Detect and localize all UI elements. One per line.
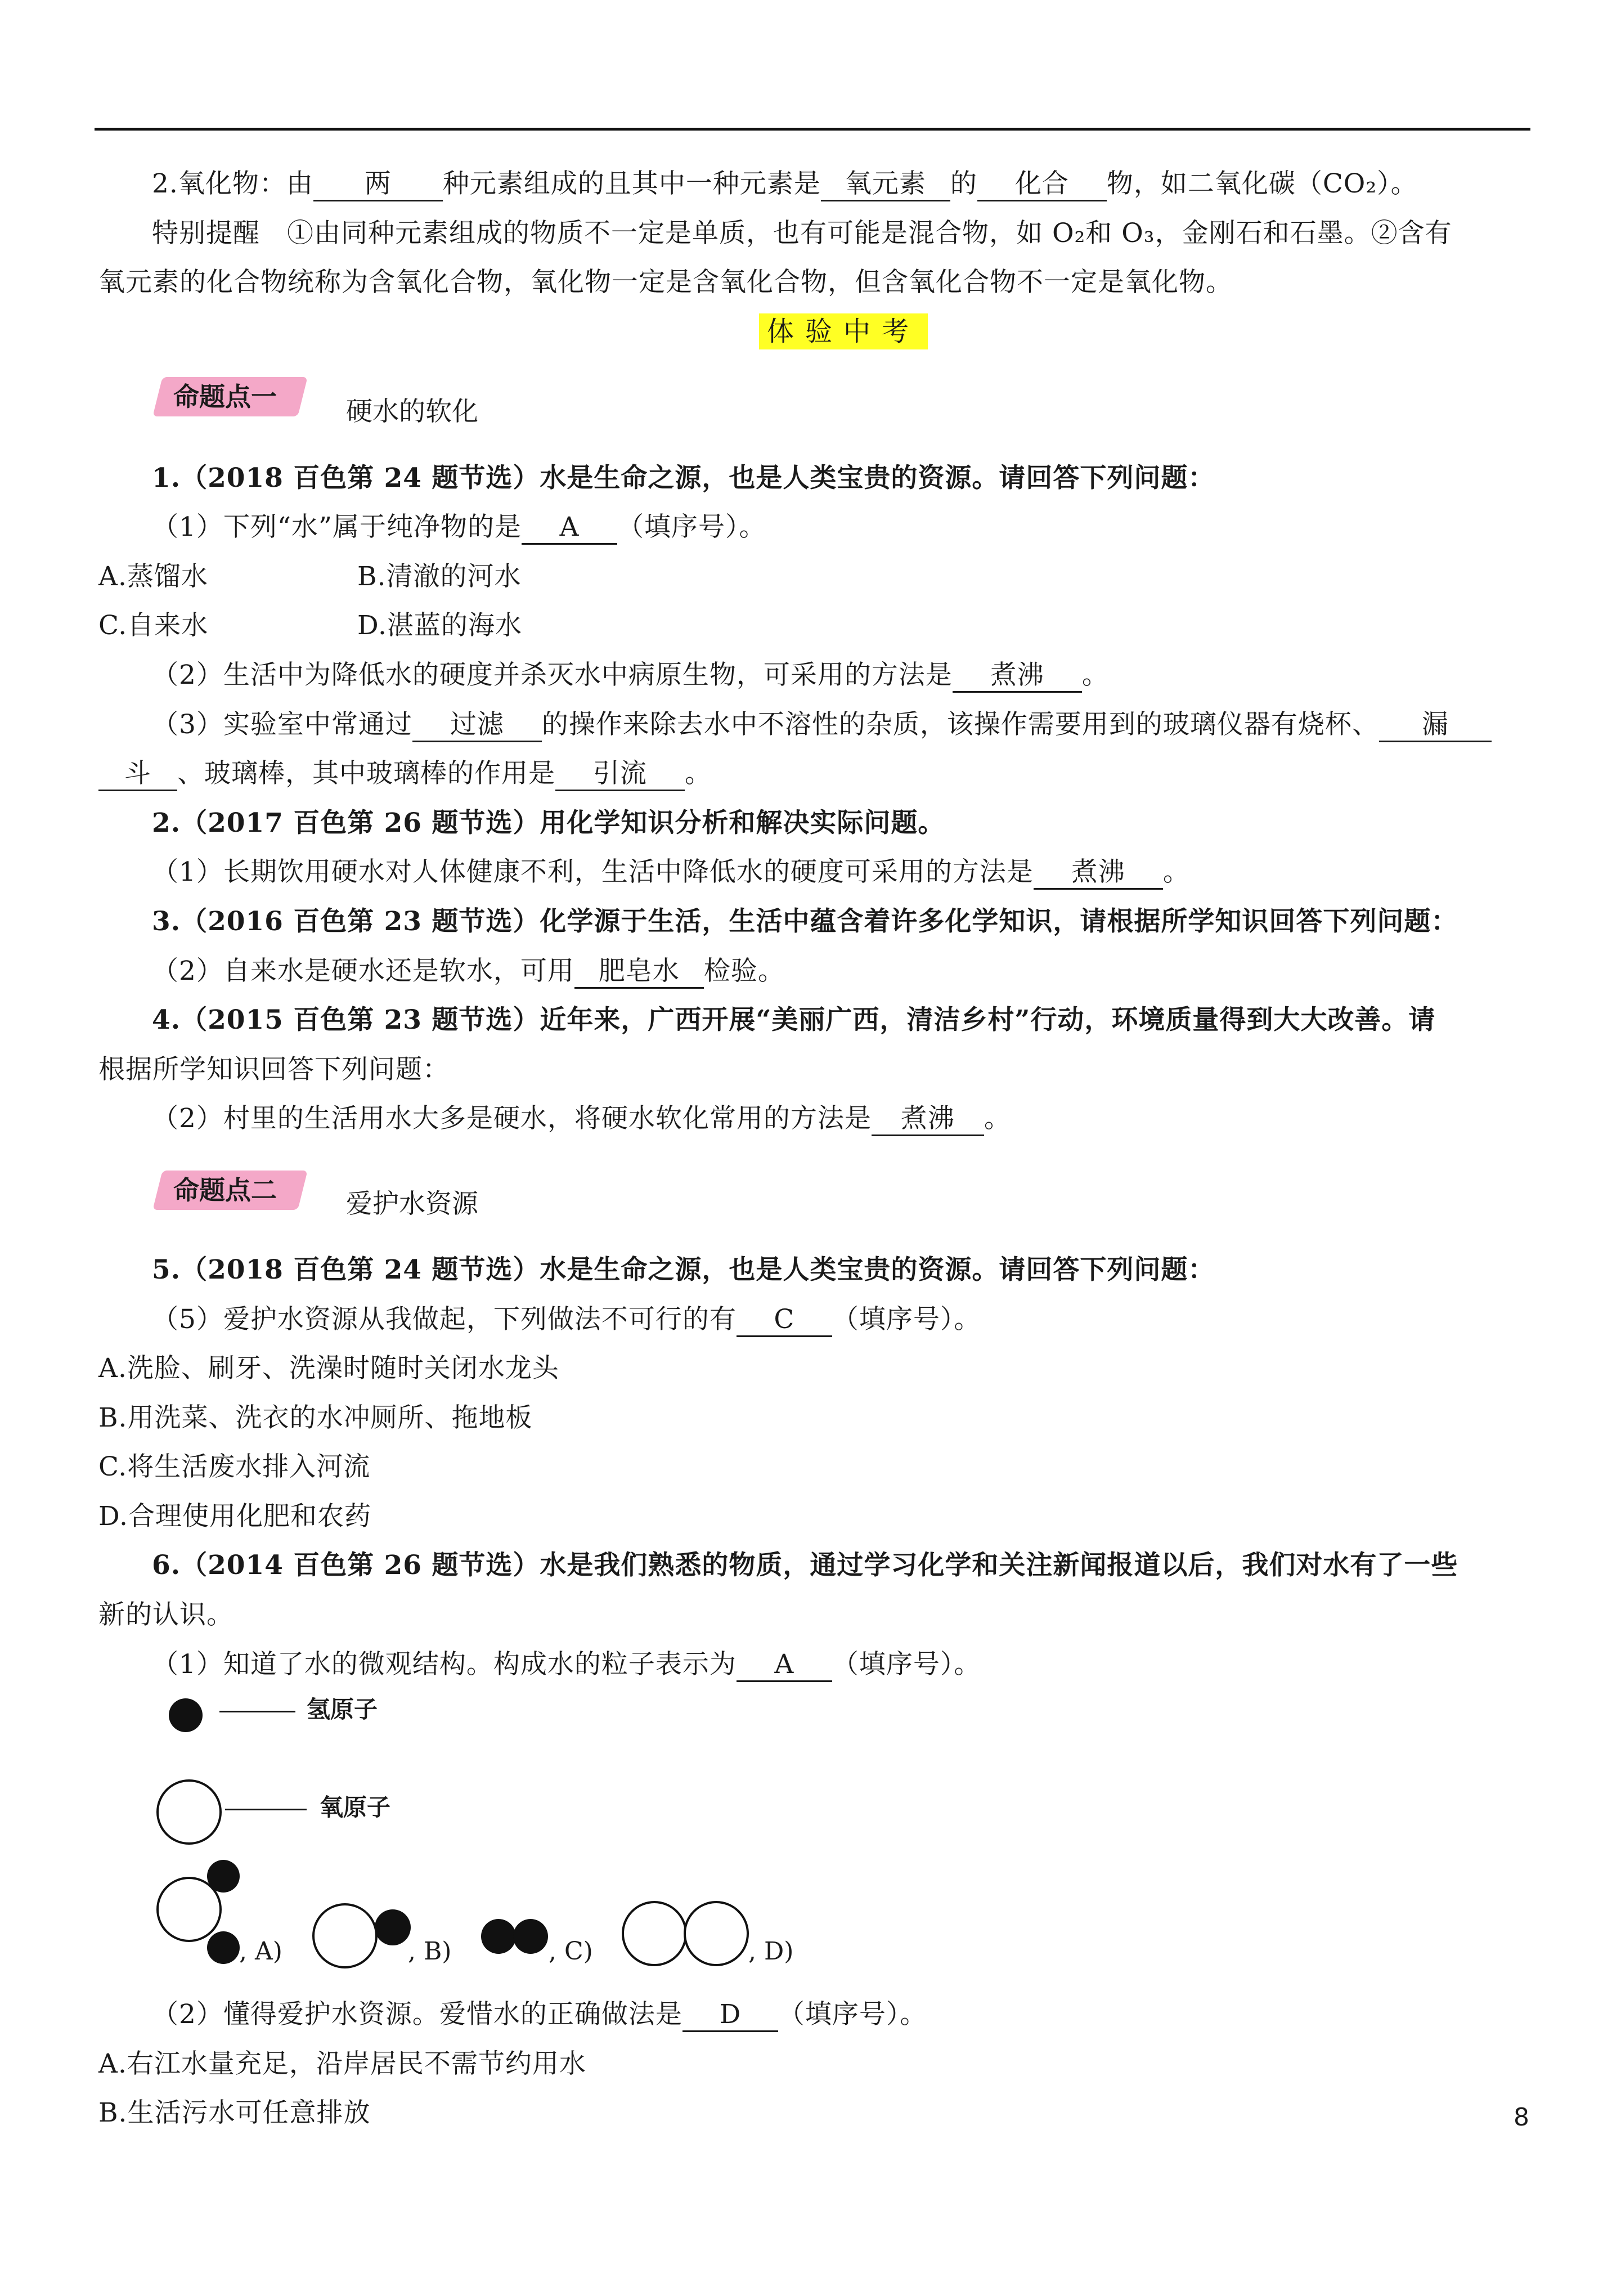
choice-c-hydrogen-icon <box>513 1919 548 1954</box>
answer-blank: D <box>682 1999 778 2032</box>
answer-blank: 煮沸 <box>872 1103 984 1136</box>
answer-blank: 煮沸 <box>953 660 1082 693</box>
choice-c-label: , C) <box>549 1937 593 1966</box>
option-a: A.右江水量充足，沿岸居民不需节约用水 <box>98 2048 586 2079</box>
option-a: A.蒸馏水 <box>98 561 208 592</box>
topic-tag-label: 命题点二 <box>173 1175 277 1205</box>
option-d: D.湛蓝的海水 <box>357 610 522 641</box>
choice-b-label: , B) <box>408 1937 452 1966</box>
choice-b-oxygen-icon <box>312 1903 378 1968</box>
legend-hydrogen-label: 氢原子 <box>307 1696 378 1723</box>
answer-blank: 两 <box>313 168 443 201</box>
option-b: B.生活污水可任意排放 <box>98 2097 371 2128</box>
answer-blank: 煮沸 <box>1034 856 1163 890</box>
topic-tag-label: 命题点一 <box>173 382 277 412</box>
question-3-part-2: （2）自来水是硬水还是软水，可用 肥皂水 检验。 <box>152 953 785 989</box>
question-2-head: 2.（2017 百色第 26 题节选）用化学知识分析和解决实际问题。 <box>152 808 945 838</box>
option-d: D.合理使用化肥和农药 <box>98 1501 371 1532</box>
page-number: 8 <box>1514 2103 1529 2132</box>
answer-blank: A <box>737 1649 832 1682</box>
question-6-part-2: （2）懂得爱护水资源。爱惜水的正确做法是 D （填序号）。 <box>152 1997 927 2033</box>
hydrogen-atom-icon <box>169 1698 203 1732</box>
special-reminder-line1: 特别提醒 ①由同种元素组成的物质不一定是单质，也有可能是混合物，如 O₂和 O₃，金刚石和石墨。②含有 <box>152 218 1452 249</box>
answer-blank: 过滤 <box>412 709 542 742</box>
choice-a-label: , A) <box>239 1937 282 1966</box>
answer-blank: 漏 <box>1379 709 1492 742</box>
question-1-part-3-cont: 斗 、玻璃棒，其中玻璃棒的作用是 引流 。 <box>98 756 712 792</box>
legend-leader-line <box>219 1711 295 1712</box>
option-c: C.将生活废水排入河流 <box>98 1451 371 1482</box>
legend-oxygen-label: 氧原子 <box>320 1793 391 1821</box>
section-banner: 体验中考 <box>759 313 928 349</box>
question-6-head-cont: 新的认识。 <box>98 1599 234 1630</box>
question-1-part-2: （2）生活中为降低水的硬度并杀灭水中病原生物，可采用的方法是 煮沸 。 <box>152 657 1109 693</box>
option-a: A.洗脸、刷牙、洗澡时随时关闭水龙头 <box>98 1353 559 1384</box>
question-5-head: 5.（2018 百色第 24 题节选）水是生命之源，也是人类宝贵的资源。请回答下列问题： <box>152 1254 1215 1285</box>
question-4-part-2: （2）村里的生活用水大多是硬水，将硬水软化常用的方法是 煮沸 。 <box>152 1101 1011 1137</box>
header-rule <box>95 128 1530 131</box>
topic-title-2: 爱护水资源 <box>346 1189 478 1219</box>
question-6-head: 6.（2014 百色第 26 题节选）水是我们熟悉的物质，通过学习化学和关注新闻报道以后，我们对水有了一些 <box>152 1550 1458 1581</box>
question-4-head: 4.（2015 百色第 23 题节选）近年来，广西开展“美丽广西，清洁乡村”行动，环境质量得到大大改善。请 <box>152 1004 1436 1035</box>
topic-tag-1 <box>158 377 311 421</box>
special-reminder-line2: 氧元素的化合物统称为含氧化合物，氧化物一定是含氧化合物，但含氧化合物不一定是氧化物。 <box>98 267 1233 298</box>
question-2-part-1: （1）长期饮用硬水对人体健康不利，生活中降低水的硬度可采用的方法是 煮沸 。 <box>152 854 1190 890</box>
option-b: B.用洗菜、洗衣的水冲厕所、拖地板 <box>98 1402 533 1433</box>
topic-title-1: 硬水的软化 <box>346 396 478 427</box>
oxygen-atom-icon <box>156 1779 222 1845</box>
question-1-part-1: （1）下列“水”属于纯净物的是 A （填序号）。 <box>152 509 766 545</box>
option-c: C.自来水 <box>98 610 209 641</box>
question-6-part-1: （1）知道了水的微观结构。构成水的粒子表示为 A （填序号）。 <box>152 1647 981 1683</box>
oxide-definition: 2.氧化物：由 两 种元素组成的且其中一种元素是 氧元素 的 化合 物，如二氧化碳（CO₂）。 <box>152 166 1418 202</box>
choice-d-oxygen-icon <box>684 1901 749 1966</box>
option-b: B.清澈的河水 <box>357 561 522 592</box>
choice-a-hydrogen-icon <box>207 1931 240 1964</box>
choice-d-label: , D) <box>748 1937 794 1966</box>
answer-blank: 肥皂水 <box>574 956 704 989</box>
answer-blank: 氧元素 <box>821 168 950 201</box>
question-3-head: 3.（2016 百色第 23 题节选）化学源于生活，生活中蕴含着许多化学知识，请根据所学知识回答下列问题： <box>152 906 1458 937</box>
question-4-head-cont: 根据所学知识回答下列问题： <box>98 1054 450 1085</box>
question-5-part-5: （5）爱护水资源从我做起，下列做法不可行的有 C （填序号）。 <box>152 1302 981 1338</box>
answer-blank: 化合 <box>977 168 1107 201</box>
answer-blank: A <box>522 512 617 545</box>
answer-blank: C <box>737 1304 832 1337</box>
answer-blank: 斗 <box>98 758 177 791</box>
topic-tag-2 <box>158 1171 311 1214</box>
choice-a-hydrogen-icon <box>207 1860 240 1893</box>
choice-d-oxygen-icon <box>622 1901 687 1966</box>
choice-c-hydrogen-icon <box>481 1919 516 1954</box>
answer-blank: 引流 <box>555 758 685 791</box>
question-1-head: 1.（2018 百色第 24 题节选）水是生命之源，也是人类宝贵的资源。请回答下列问题： <box>152 463 1215 494</box>
legend-leader-line <box>225 1809 307 1810</box>
choice-b-hydrogen-icon <box>375 1909 411 1945</box>
question-1-part-3: （3）实验室中常通过 过滤 的操作来除去水中不溶性的杂质，该操作需要用到的玻璃仪器有烧杯、 漏 <box>152 707 1492 743</box>
